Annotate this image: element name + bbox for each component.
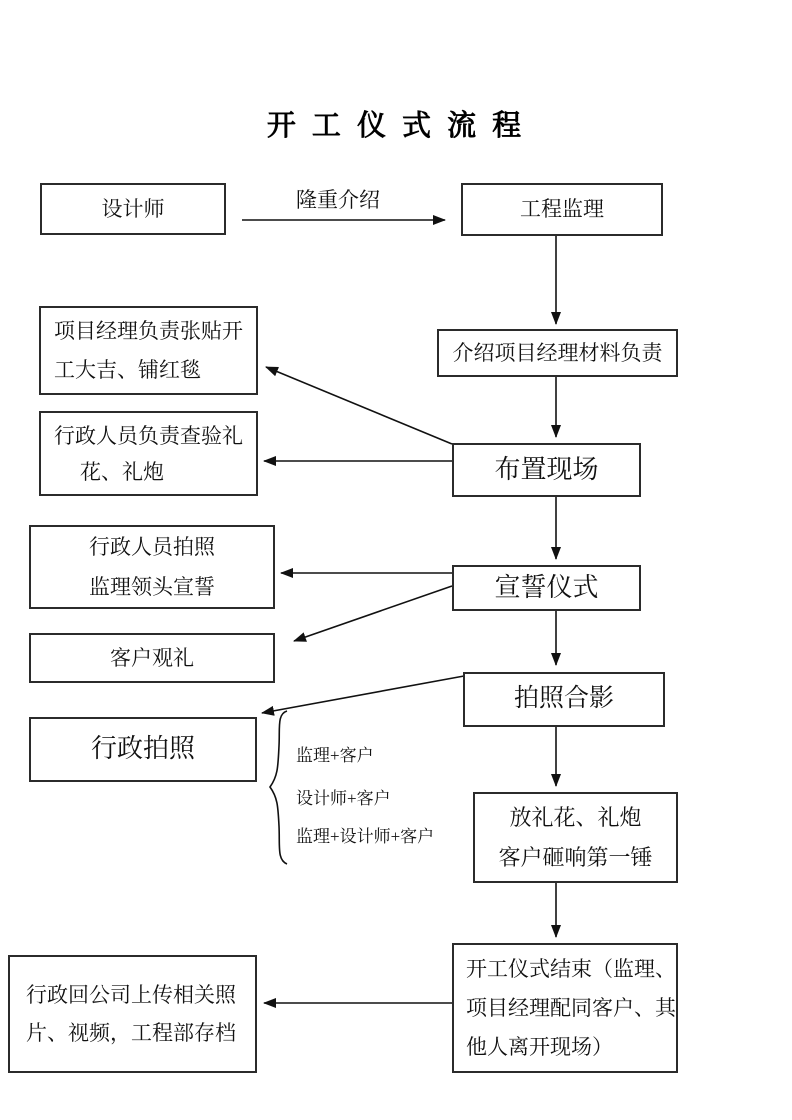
brace-left <box>270 711 287 864</box>
node-fireworks-line1: 放礼花、礼炮 <box>509 804 642 830</box>
node-admin-photo-oath <box>29 525 275 609</box>
node-supervisor <box>461 183 663 236</box>
photo-combo-item: 设计师+客户 <box>296 789 391 808</box>
node-client-watch-label: 客户观礼 <box>110 645 194 670</box>
node-oath <box>452 565 641 611</box>
node-group-photo <box>463 672 665 727</box>
node-archive-line1: 行政回公司上传相关照 <box>26 983 236 1007</box>
node-ceremony-end <box>452 943 678 1073</box>
node-ceremony-end-line2: 项目经理配同客户、其 <box>466 995 676 1020</box>
node-admin-check-line2: 花、礼炮 <box>80 459 164 484</box>
arrow-oath-to-client-watch <box>294 586 452 641</box>
node-admin-photo <box>29 717 257 782</box>
node-intro-pm-label: 介绍项目经理材料负责 <box>452 340 663 365</box>
photo-combo-item: 监理+客户 <box>296 746 374 765</box>
node-archive-line2: 片、视频，工程部存档 <box>26 1021 236 1045</box>
node-admin-photo-label: 行政拍照 <box>90 734 195 764</box>
node-designer-label: 设计师 <box>101 196 165 221</box>
node-setup-site <box>452 443 641 497</box>
intro-arrow-label: 隆重介绍 <box>296 188 380 212</box>
node-fireworks-line2: 客户砸响第一锤 <box>498 844 653 870</box>
node-designer <box>40 183 226 235</box>
node-group-photo-label: 拍照合影 <box>513 685 614 713</box>
node-fireworks <box>473 792 678 883</box>
node-ceremony-end-line3: 他人离开现场） <box>466 1034 613 1059</box>
photo-combo-item: 监理+设计师+客户 <box>296 827 435 846</box>
node-archive <box>8 955 257 1073</box>
node-pm-post-line1: 项目经理负责张贴开 <box>54 318 243 343</box>
node-admin-check-line1: 行政人员负责查验礼 <box>54 423 243 448</box>
node-intro-pm <box>437 329 678 377</box>
node-admin-photo-oath-line2: 监理领头宣誓 <box>89 575 215 599</box>
node-pm-post-line2: 工大吉、铺红毯 <box>54 357 201 382</box>
arrow-setup-site-to-pm-post <box>266 367 452 444</box>
node-oath-label: 宣誓仪式 <box>494 572 599 602</box>
node-admin-check <box>39 411 258 496</box>
node-admin-photo-oath-line1: 行政人员拍照 <box>89 535 215 559</box>
node-supervisor-label: 工程监理 <box>520 197 604 222</box>
node-client-watch <box>29 633 275 683</box>
node-setup-site-label: 布置现场 <box>494 454 599 484</box>
node-ceremony-end-line1: 开工仪式结束（监理、 <box>466 956 676 981</box>
arrow-group-photo-to-admin-photo <box>262 676 464 713</box>
node-pm-post <box>39 306 258 395</box>
page-title: 开 工 仪 式 流 程 <box>266 110 526 142</box>
